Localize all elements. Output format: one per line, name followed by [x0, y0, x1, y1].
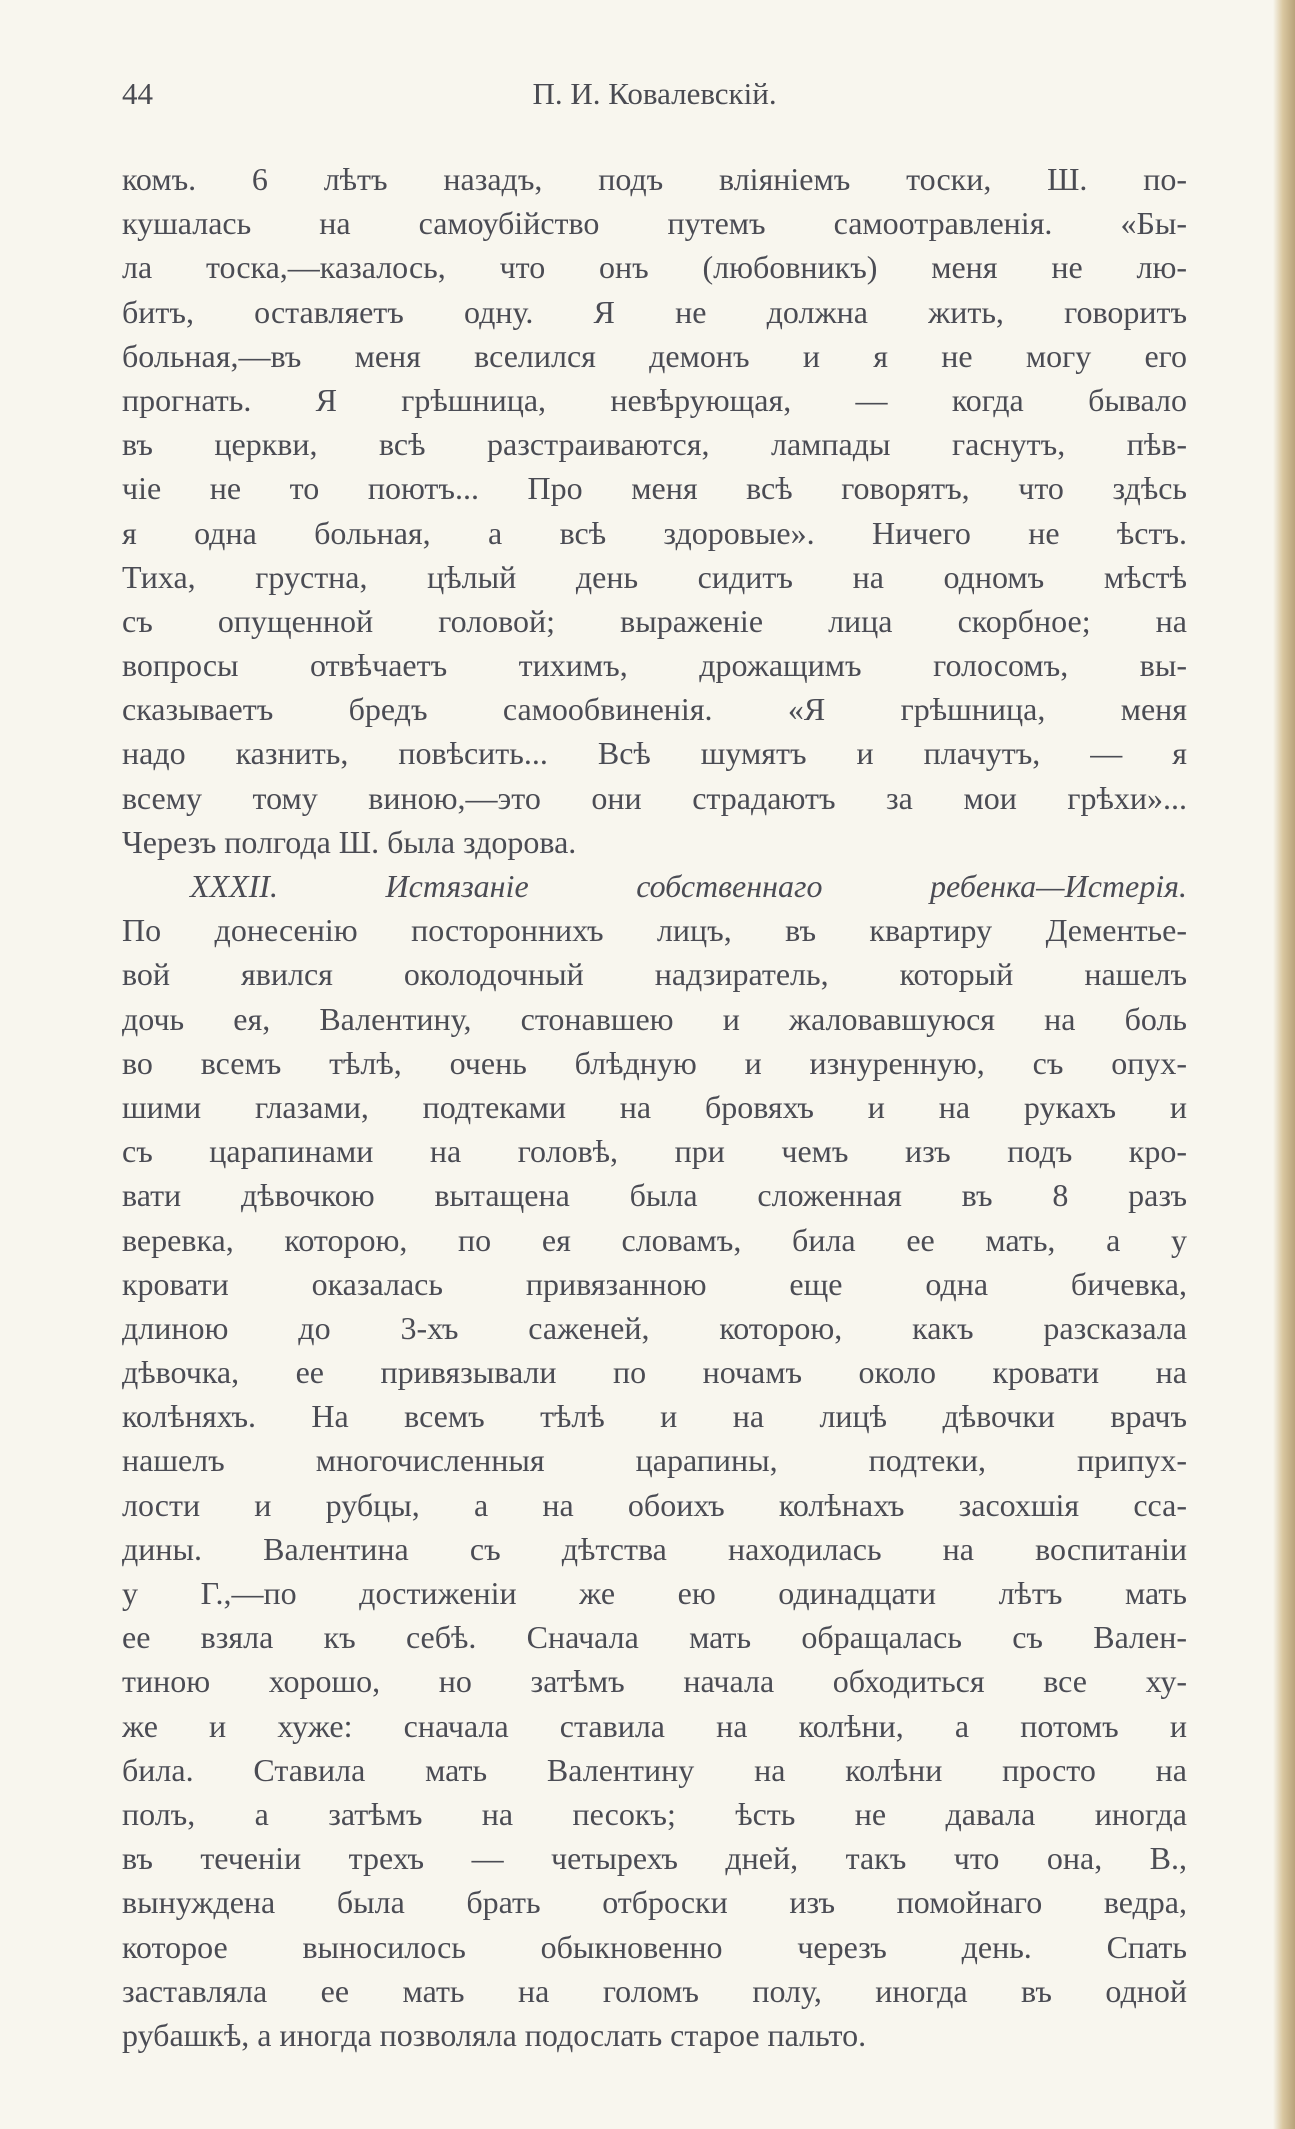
- text-line: Черезъ полгода Ш. была здорова.: [122, 823, 577, 860]
- text-line: же и хуже: сначала ставила на колѣни, а потомъ и: [122, 1707, 1187, 1744]
- text-line: дины. Валентина съ дѣтства находилась на воспитаніи: [122, 1530, 1187, 1567]
- text-line: прогнать. Я грѣшница, невѣрующая, — когда бывало: [122, 381, 1187, 418]
- text-line: вопросы отвѣчаетъ тихимъ, дрожащимъ голосомъ, вы-: [122, 647, 1187, 684]
- text-line: комъ. 6 лѣтъ назадъ, подъ вліяніемъ тоски, Ш. по-: [122, 161, 1187, 197]
- section-title: Истязаніе собственнаго ребенка—Истерія.: [385, 868, 1187, 904]
- text-line: Тиха, грустна, цѣлый день сидитъ на одномъ мѣстѣ: [122, 558, 1187, 595]
- text-line: веревка, которою, по ея словамъ, била ее мать, а у: [122, 1221, 1187, 1258]
- text-line: вати дѣвочкою вытащена была сложенная въ 8 разъ: [122, 1177, 1187, 1214]
- text-line: которое выносилось обыкновенно черезъ день. Спать: [122, 1928, 1187, 1965]
- text-line: я одна больная, а всѣ здоровые». Ничего не ѣстъ.: [122, 514, 1187, 551]
- text-line: вынуждена была брать отброски изъ помойнаго ведра,: [122, 1884, 1187, 1921]
- text-line: лости и рубцы, а на обоихъ колѣнахъ засохшія сса-: [122, 1486, 1187, 1523]
- text-line: полъ, а затѣмъ на песокъ; ѣсть не давала иногда: [122, 1795, 1187, 1832]
- text-line: ее взяла къ себѣ. Сначала мать обращалась съ Вален-: [122, 1619, 1187, 1656]
- text-line: надо казнить, повѣсить... Всѣ шумятъ и плачутъ, — я: [122, 735, 1187, 772]
- text-line: рубашкѣ, а иногда позволяла подослать старое пальто.: [122, 2016, 867, 2053]
- text-body: [122, 157, 1187, 2057]
- text-line: сказываетъ бредъ самообвиненія. «Я грѣшница, меня: [122, 691, 1187, 728]
- running-title: П. И. Ковалевскій.: [532, 76, 777, 111]
- page-edge-shadow: [1273, 0, 1295, 2129]
- section-number: XXXII.: [190, 868, 278, 904]
- text-line: во всемъ тѣлѣ, очень блѣдную и изнуренную, съ опух-: [122, 1044, 1187, 1081]
- page-number: 44: [122, 76, 153, 111]
- text-line: шими глазами, подтеками на бровяхъ и на рукахъ и: [122, 1088, 1187, 1125]
- text-line: у Г.,—по достиженіи же ею одинадцати лѣтъ мать: [122, 1575, 1187, 1611]
- paragraph-1: [122, 157, 1187, 864]
- text-line: битъ, оставляетъ одну. Я не должна жить, говоритъ: [122, 293, 1187, 330]
- text-line: длиною до 3-хъ саженей, которою, какъ разсказала: [122, 1309, 1187, 1346]
- text-line: дочь ея, Валентину, стонавшею и жаловавшуюся на боль: [122, 1000, 1187, 1037]
- text-line: съ опущенной головой; выраженіе лица скорбное; на: [122, 602, 1187, 639]
- text-line: тиною хорошо, но затѣмъ начала обходиться все ху-: [122, 1663, 1187, 1700]
- text-line: кушалась на самоубійство путемъ самоотравленія. «Бы-: [122, 205, 1187, 242]
- text-line: По донесенію постороннихъ лицъ, въ квартиру Дементье-: [122, 912, 1187, 949]
- text-line: нашелъ многочисленныя царапины, подтеки, припух-: [122, 1442, 1187, 1479]
- text-line: колѣняхъ. На всемъ тѣлѣ и на лицѣ дѣвочки врачъ: [122, 1398, 1187, 1435]
- text-line: съ царапинами на головѣ, при чемъ изъ подъ кро-: [122, 1133, 1187, 1170]
- running-head: [122, 76, 1187, 118]
- text-line: вой явился околодочный надзиратель, который нашелъ: [122, 956, 1187, 993]
- paragraph-2: [122, 908, 1187, 2057]
- text-line: заставляла ее мать на голомъ полу, иногда въ одной: [122, 1972, 1187, 2009]
- text-line: больная,—въ меня вселился демонъ и я не могу его: [122, 337, 1187, 374]
- text-line: дѣвочка, ее привязывали по ночамъ около кровати на: [122, 1354, 1187, 1391]
- text-line: кровати оказалась привязанною еще одна бичевка,: [122, 1265, 1187, 1302]
- section-heading: [122, 864, 1187, 908]
- text-line: чіе не то поютъ... Про меня всѣ говорятъ, что здѣсь: [122, 470, 1187, 507]
- text-line: всему тому виною,—это они страдаютъ за мои грѣхи»...: [122, 779, 1187, 816]
- text-line: била. Ставила мать Валентину на колѣни просто на: [122, 1751, 1187, 1788]
- text-line: ла тоска,—казалось, что онъ (любовникъ) меня не лю-: [122, 249, 1187, 286]
- text-line: въ церкви, всѣ разстраиваются, лампады гаснутъ, пѣв-: [122, 426, 1187, 463]
- text-line: въ теченіи трехъ — четырехъ дней, такъ что она, В.,: [122, 1840, 1187, 1877]
